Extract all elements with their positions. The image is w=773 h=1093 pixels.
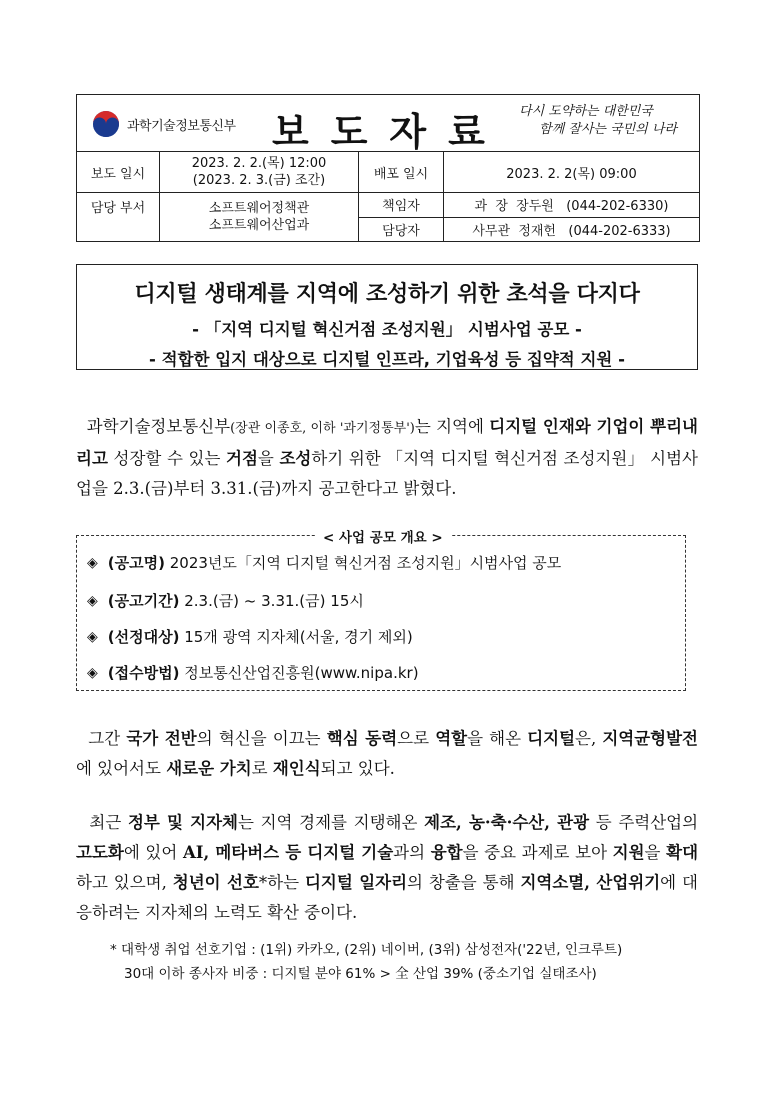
footnote [110,938,622,986]
p1-text-e: 성장할 수 있는 [107,449,227,468]
slogan [519,103,677,139]
report-date-1: 2023. 2. 2.(목) 12:00 [191,156,327,171]
contact-label: 담당자 [359,218,444,242]
p3-text: 을 [644,843,667,862]
p3-text: 최근 [89,813,128,832]
p3-bold: 제조, 농·축·수산, 관광 [424,813,590,832]
responsible-value: 과 장 장두원 (044-202-6330) [474,199,669,215]
footnote-line-1: * 대학생 취업 선호기업 : (1위) 카카오, (2위) 네이버, (3위) 삼성전자('22년, 인크루트) [110,942,623,958]
dept-value [160,193,359,241]
paragraph-2 [76,724,698,784]
p1-text-c: 는 지역에 [414,417,490,436]
summary-item-value: 2.3.(금) ~ 3.31.(금) 15시 [179,592,364,610]
p2-text: 을 해온 [467,729,528,748]
press-header-table [76,94,700,242]
summary-item-label: (선정대상) [107,628,180,646]
dist-date-value: 2023. 2. 2(목) 09:00 [506,166,637,182]
p3-bold: 고도화 [76,843,124,862]
slogan-line-2: 함께 잘사는 국민의 나라 [539,122,677,137]
p3-bold: 지역소멸, 산업위기 [520,873,661,892]
paragraph-3 [76,808,698,928]
dept-label: 담당 부서 [77,193,160,241]
summary-item [87,590,364,611]
summary-title: < 사업 공모 개요 > [315,526,451,546]
summary-item-label: (공고기간) [107,592,180,610]
p3-bold: 청년이 선호 [172,873,259,892]
p3-text: 등 주력산업의 [589,813,699,832]
p3-bold: 디지털 일자리 [304,873,408,892]
p2-text: 으로 [397,729,436,748]
footnote-line-2: 30대 이하 종사자 비중 : 디지털 분야 61% > 全 산업 39% (중소기업 실태조사) [124,966,597,982]
contact-subtable [359,193,699,241]
diamond-bullet-icon: ◈ [87,554,98,571]
p2-bold: 국가 전반 [126,729,197,748]
p1-text-g: 을 [257,449,280,468]
dept-2: 소프트웨어산업과 [208,218,310,233]
diamond-bullet-icon: ◈ [87,664,98,681]
summary-item-label: (접수방법) [107,664,180,682]
p3-text: 에 대응하려는 지자체의 노력도 확산 중이다. [76,873,698,922]
headline: 디지털 생태계를 지역에 조성하기 위한 초석을 다지다 [134,282,640,307]
p1-bold-d: 디지털 인재와 기업이 뿌리내리고 [76,417,698,468]
p2-bold: 핵심 동력 [326,729,398,748]
ministry-name: 과학기술정보통신부 [127,118,236,134]
p3-bold: 정부 및 지자체 [127,813,238,832]
summary-item-value: 2023년도「지역 디지털 혁신거점 조성지원」시범사업 공모 [164,554,562,572]
summary-item [87,626,413,647]
p3-text: 의 창출을 통해 [407,873,521,892]
p2-text: 로 [251,759,273,778]
press-header-top [77,95,699,152]
p2-bold: 재인식 [272,759,321,778]
p1-ministry: 과학기술정보통신부 [86,417,231,436]
summary-item-value: 정보통신산업진흥원(www.nipa.kr) [179,664,419,682]
p2-bold: 디지털 [527,729,576,748]
summary-item-value: 15개 광역 지자체(서울, 경기 제외) [179,628,413,646]
dept-1: 소프트웨어정책관 [208,201,310,216]
diamond-bullet-icon: ◈ [87,592,98,609]
report-date-label: 보도 일시 [77,152,160,192]
p2-text: 에 있어서도 [76,759,167,778]
headline-box [76,264,698,370]
department-row [77,193,699,241]
slogan-line-1: 다시 도약하는 대한민국 [519,104,653,119]
report-date-2: (2023. 2. 3.(금) 조간) [192,173,326,188]
report-date-value [160,152,359,192]
p1-text-i: 하기 위한 「지역 디지털 혁신거점 조성지원」 시범사업을 2.3.(금)부터 3.31.(금)까지 공고한다고 밝혔다. [76,449,698,498]
p2-text: 은, [575,729,603,748]
p2-text: 의 혁신을 이끄는 [196,729,327,748]
contact-row [359,218,699,242]
p2-bold: 새로운 가치 [166,759,252,778]
summary-item-label: (공고명) [107,554,165,572]
p3-bold: 지원 [612,843,645,862]
contact-value: 사무관 정재헌 (044-202-6333) [472,223,671,239]
p1-note: (장관 이종호, 이하 '과기정통부') [230,421,415,436]
p3-bold: 융합 [430,843,463,862]
summary-item [87,552,561,573]
p2-bold: 역할 [435,729,468,748]
p3-text: *하는 [258,873,305,892]
p3-bold: 확대 [666,843,699,862]
p3-text: 는 지역 경제를 지탱해온 [237,813,425,832]
p2-text: 그간 [88,729,127,748]
subheadline-2: - 적합한 입지 대상으로 디지털 인프라, 기업육성 등 집약적 지원 - [149,350,625,369]
p1-bold-h: 조성 [279,449,312,468]
responsible-row [359,193,699,218]
ministry-logo [91,109,236,139]
p2-text: 되고 있다. [320,759,395,778]
diamond-bullet-icon: ◈ [87,628,98,645]
p3-text: 을 중요 과제로 보아 [462,843,613,862]
responsible-label: 책임자 [359,193,444,217]
p2-bold: 지역균형발전 [602,729,698,748]
subheadline-1: - 「지역 디지털 혁신거점 조성지원」 시범사업 공모 - [192,320,582,339]
summary-item [87,662,419,683]
summary-box [76,530,686,691]
p3-text: 하고 있으며, [76,873,173,892]
p3-bold: AI, 메타버스 등 디지털 기술 [182,843,394,862]
report-date-row [77,152,699,193]
paragraph-1 [76,412,698,504]
p3-text: 에 있어 [123,843,183,862]
dist-date-label: 배포 일시 [359,152,444,192]
press-release-title: 보도자료 [272,109,507,154]
taeguk-emblem-icon [91,109,121,139]
p1-bold-f: 거점 [226,449,258,468]
p3-text: 과의 [393,843,431,862]
